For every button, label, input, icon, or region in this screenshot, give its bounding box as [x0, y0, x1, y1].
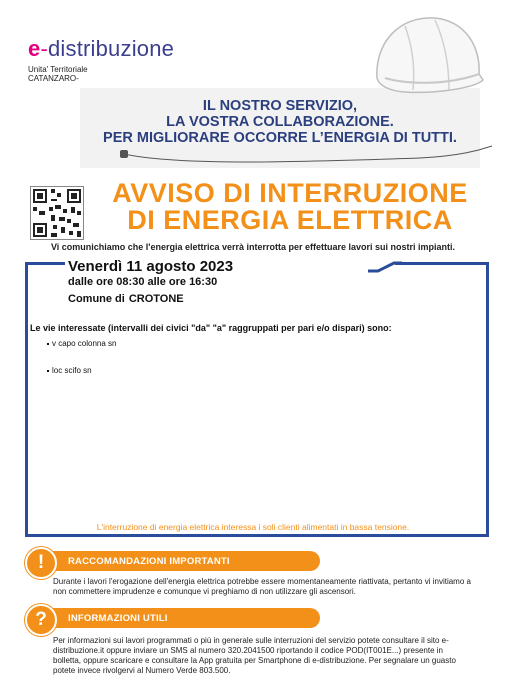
notice-title-line-1: AVVISO DI INTERRUZIONE: [112, 178, 468, 208]
brand-logo-name: distribuzione: [47, 36, 175, 61]
slogan-line-1: IL NOSTRO SERVIZIO,: [202, 98, 358, 114]
unit-line-2: CATANZARO-: [28, 74, 79, 83]
street-label: v capo colonna sn: [52, 339, 117, 348]
street-item: [47, 339, 117, 348]
recommendations-title: RACCOMANDAZIONI IMPORTANTI: [68, 556, 230, 567]
exclamation-icon: !: [25, 547, 57, 579]
street-label: loc scifo sn: [52, 366, 92, 375]
interruption-date: Venerdì 11 agosto 2023: [68, 258, 234, 275]
slogan-line-3: PER MIGLIORARE OCCORRE L’ENERGIA DI TUTTI.: [103, 130, 457, 146]
helmet-illustration: [365, 8, 489, 110]
territorial-unit: [28, 65, 88, 83]
notice-title: [90, 180, 490, 234]
street-item: [47, 366, 92, 375]
unit-line-1: Unita' Territoriale: [28, 65, 88, 74]
streets-title: Le vie interessate (intervalli dei civici "da" "a" raggruppati per pari e/o dispari) sono:: [30, 323, 392, 333]
question-icon: ?: [25, 604, 57, 636]
bullet-icon: [47, 370, 49, 372]
notice-title-line-2: DI ENERGIA ELETTRICA: [127, 205, 453, 235]
info-text: Per informazioni sui lavori programmati o più in generale sulle interruzioni del servizio potete consultare il sito e-distribuzione.it oppure inviare un SMS al numero 320.2041500 riportando il codice POD(IT001E...) presente in bolletta, oppure scaricare e consultare la App gratuita per Smartphone di e-distribuzione. Per segnalare un guasto potete invece rivolgervi al Numero Verde 803.500.: [53, 636, 456, 675]
bullet-icon: [47, 343, 49, 345]
notice-box-bevel: [368, 261, 402, 273]
comune-label: Comune di: [68, 293, 125, 305]
brand-logo: [28, 36, 174, 62]
plug-cable-icon: [120, 140, 500, 170]
info-title: INFORMAZIONI UTILI: [68, 613, 168, 624]
recommendations-text: Durante i lavori l'erogazione dell'energia elettrica potrebbe essere momentaneamente riattivata, pertanto vi invitiamo a non commettere imprudenze e comunque vi preghiamo di non utilizzare gli ascensori.: [53, 577, 471, 596]
low-voltage-note: L'interruzione di energia elettrica interessa i soli clienti alimentati in bassa tensione.: [96, 522, 410, 532]
slogan-text: [90, 98, 470, 146]
notice-intro: Vi comunichiamo che l'energia elettrica verrà interrotta per effettuare lavori sui nostri impianti.: [50, 242, 456, 252]
brand-logo-e: e: [28, 36, 41, 61]
notice-box-top-right-border: [395, 262, 486, 265]
qr-code-icon: [30, 186, 84, 240]
notice-box-top-left-border: [25, 262, 65, 265]
interruption-comune: [68, 293, 184, 305]
brand-logo-dash: -: [40, 36, 48, 61]
interruption-hours: dalle ore 08:30 alle ore 16:30: [68, 276, 218, 288]
comune-value: CROTONE: [128, 293, 184, 305]
slogan-line-2: LA VOSTRA COLLABORAZIONE.: [166, 114, 394, 130]
